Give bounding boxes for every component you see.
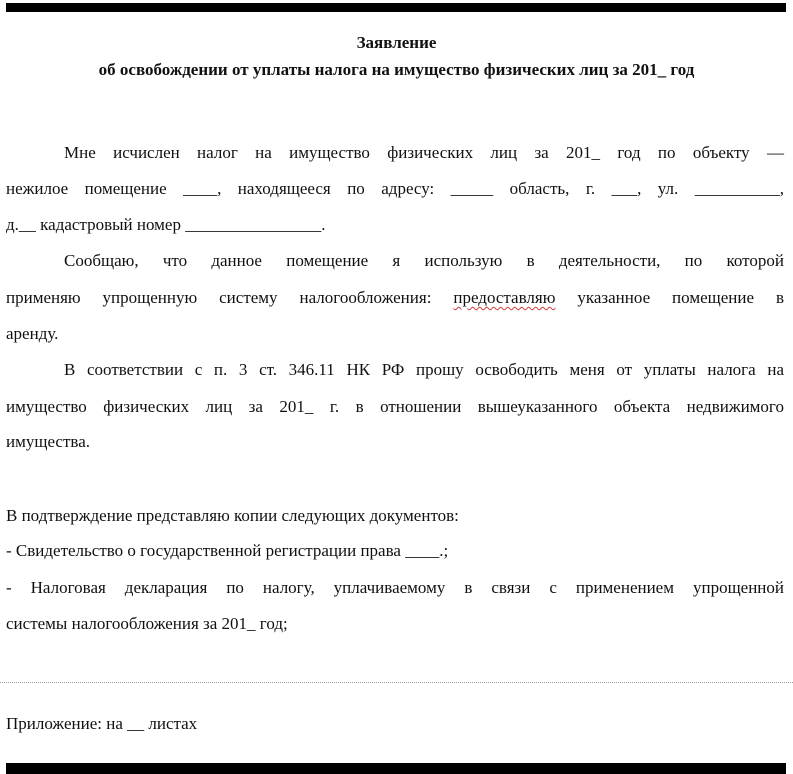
paragraph2-line2 (6, 288, 784, 308)
page-divider (0, 682, 793, 683)
documents-item2-line1: - Налоговая декларация по налогу, уплачиваемому в связи с применением упрощенной (6, 578, 784, 597)
documents-item2-line2: системы налогообложения за 201_ год; (6, 614, 288, 633)
paragraph1-line2: нежилое помещение ____, находящееся по адресу: _____ область, г. ___, ул. __________, (6, 179, 784, 198)
paragraph1-line1: Мне исчислен налог на имущество физических лиц за 201_ год по объекту — (64, 143, 784, 162)
documents-intro: В подтверждение представляю копии следующих документов: (6, 506, 459, 525)
paragraph2-line1: Сообщаю, что данное помещение я использую в деятельности, по которой (64, 251, 784, 270)
misspelled-word[interactable]: предоставляю (453, 288, 556, 307)
paragraph3-line2: имущество физических лиц за 201_ г. в отношении вышеуказанного объекта недвижимого (6, 397, 784, 416)
top-border (6, 3, 786, 12)
documents-item1: - Свидетельство о государственной регистрации права ____.; (6, 541, 449, 560)
attachment-note: Приложение: на __ листах (6, 714, 198, 733)
document-subtitle: об освобождении от уплаты налога на имущество физических лиц за 201_ год (98, 60, 695, 79)
paragraph2-line2-end: указанное помещение в (555, 288, 784, 307)
paragraph2-line3: аренду. (6, 324, 59, 343)
paragraph2-line2-start: применяю упрощенную систему налогообложения: (6, 288, 454, 307)
bottom-border (6, 763, 786, 774)
paragraph1-line3: д.__ кадастровый номер ________________. (6, 215, 326, 234)
document-title: Заявление (356, 33, 437, 52)
paragraph3-line3: имущества. (6, 432, 90, 451)
paragraph3-line1: В соответствии с п. 3 ст. 346.11 НК РФ прошу освободить меня от уплаты налога на (64, 360, 784, 379)
